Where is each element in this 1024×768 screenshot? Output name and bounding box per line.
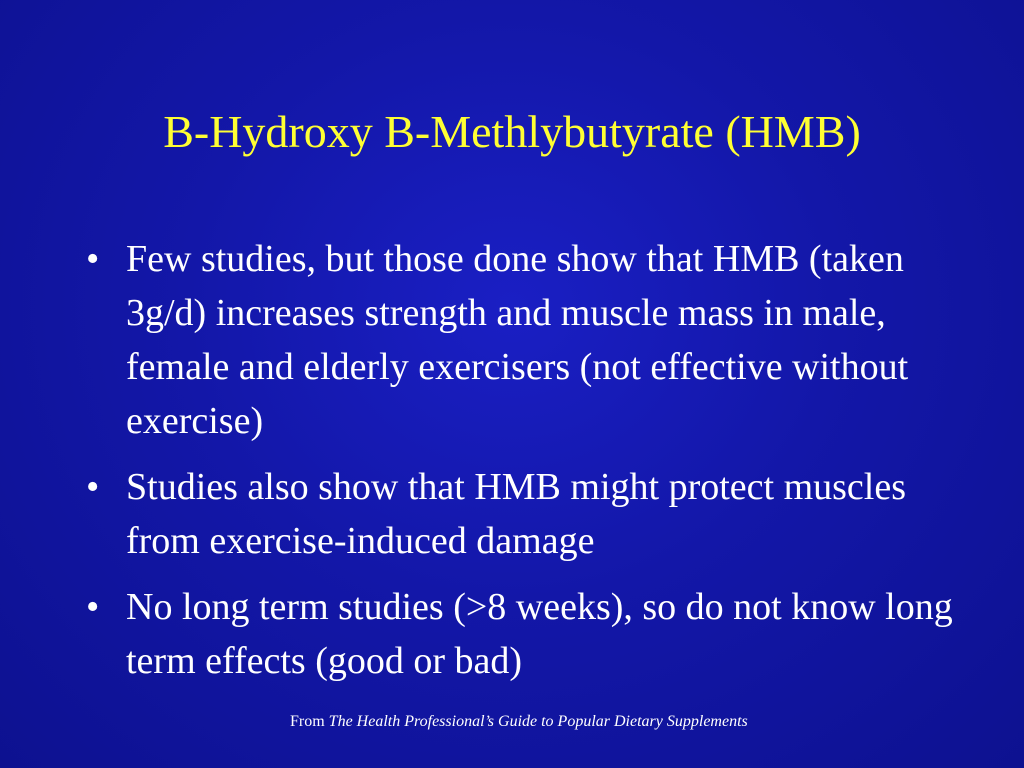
bullet-text: Studies also show that HMB might protect muscles from exercise-induced damage [126, 466, 907, 562]
citation-prefix: From [290, 713, 329, 730]
bullet-item [86, 232, 956, 448]
bullet-item [86, 460, 956, 568]
bullet-item [86, 580, 956, 688]
bullet-list [86, 232, 956, 700]
bullet-icon: • [86, 586, 100, 628]
slide-title: B-Hydroxy B-Methlybutyrate (HMB) [163, 106, 861, 157]
bullet-icon: • [86, 238, 100, 280]
bullet-text: Few studies, but those done show that HMB (taken 3g/d) increases strength and muscle mass in male, female and elderly exercisers (not effective without exercise) [126, 238, 909, 442]
citation-source: The Health Professional’s Guide to Popular Dietary Supplements [328, 713, 748, 730]
bullet-text: No long term studies (>8 weeks), so do not know long term effects (good or bad) [126, 586, 953, 682]
source-citation [290, 712, 748, 732]
bullet-icon: • [86, 466, 100, 508]
